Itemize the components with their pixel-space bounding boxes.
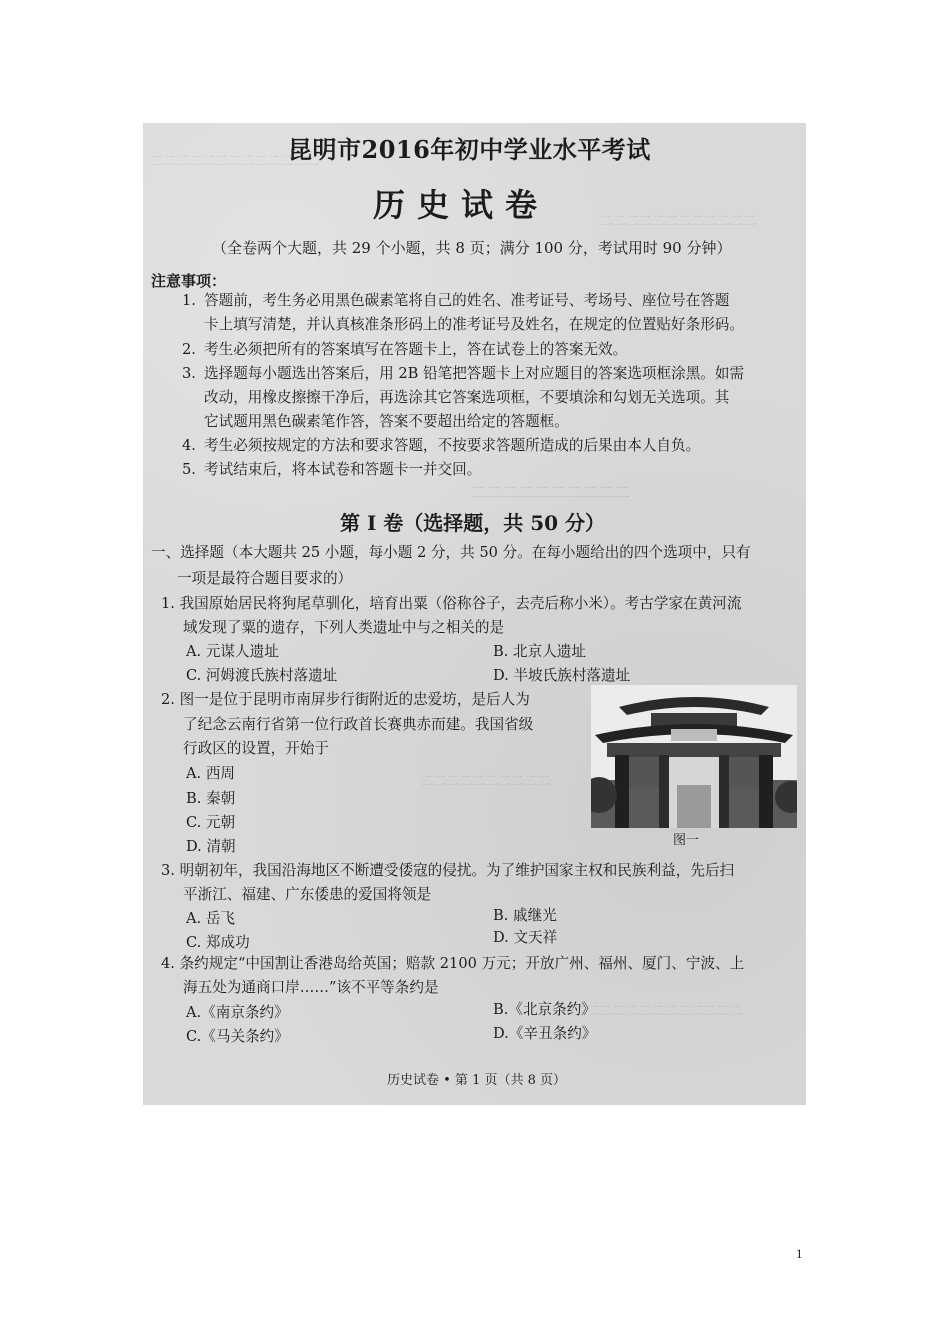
question-1-option-a: A. 元谋人遗址 bbox=[186, 643, 279, 660]
note-item-3-cont: 改动，用橡皮擦擦干净后，再选涂其它答案选项框，不要填涂和勾划无关选项。其 bbox=[204, 389, 730, 406]
question-3-option-c: C. 郑成功 bbox=[186, 934, 250, 951]
question-2-option-c: C. 元朝 bbox=[186, 814, 236, 831]
note-item-1: 1. 答题前，考生务必用黑色碳素笔将自己的姓名、准考证号、考场号、座位号在答题 bbox=[182, 292, 730, 309]
question-4-stem-cont: 海五处为通商口岸……”该不平等条约是 bbox=[183, 979, 439, 996]
question-2-stem: 2. 图一是位于昆明市南屏步行街附近的忠爱坊，是后人为 bbox=[161, 691, 530, 708]
question-1-option-c: C. 河姆渡氏族村落遗址 bbox=[186, 667, 338, 684]
note-item-2: 2. 考生必须把所有的答案填写在答题卡上，答在试卷上的答案无效。 bbox=[182, 341, 628, 358]
question-4-option-b: B.《北京条约》 bbox=[493, 1001, 596, 1018]
question-2-option-a: A. 西周 bbox=[186, 765, 236, 782]
section-title: 第 I 卷（选择题，共 50 分） bbox=[340, 511, 606, 535]
bleed-through-text: 二二二二二二二二二二二二 bbox=[600, 214, 757, 229]
question-1-stem-cont: 域发现了粟的遗存，下列人类遗址中与之相关的是 bbox=[183, 619, 505, 636]
note-item-5: 5. 考试结束后，将本试卷和答题卡一并交回。 bbox=[182, 461, 482, 478]
section-instruction-cont: 一项是最符合题目要求的） bbox=[177, 570, 353, 587]
figure-caption: 图一 bbox=[673, 833, 700, 848]
note-item-3-cont: 它试题用黑色碳素笔作答，答案不要超出给定的答题框。 bbox=[204, 413, 569, 430]
question-1-option-b: B. 北京人遗址 bbox=[493, 643, 586, 660]
question-4-option-d: D.《辛丑条约》 bbox=[493, 1025, 597, 1042]
archway-illustration bbox=[591, 685, 797, 828]
exam-info: （全卷两个大题，共 29 个小题，共 8 页；满分 100 分，考试用时 90 分钟） bbox=[212, 239, 732, 257]
question-4-option-c: C.《马关条约》 bbox=[186, 1028, 289, 1045]
subject-title: 历史试卷 bbox=[373, 186, 550, 224]
note-item-4: 4. 考生必须按规定的方法和要求答题，不按要求答题所造成的后果由本人自负。 bbox=[182, 437, 701, 454]
question-3-option-b: B. 戚继光 bbox=[493, 907, 557, 924]
exam-footer: 历史试卷 • 第 1 页（共 8 页） bbox=[387, 1073, 567, 1088]
question-4-stem: 4. 条约规定“中国割让香港岛给英国；赔款 2100 万元；开放广州、福州、厦门、宁波、上 bbox=[161, 955, 745, 972]
bleed-through-text: 二二二二二二二二二二二二二二 bbox=[560, 1004, 743, 1019]
question-2-option-b: B. 秦朝 bbox=[186, 790, 236, 807]
note-item-1-cont: 卡上填写清楚，并认真核准条形码上的准考证号及姓名，在规定的位置贴好条形码。 bbox=[204, 316, 744, 333]
exam-title: 昆明市2016年初中学业水平考试 bbox=[288, 135, 651, 164]
memorial-archway-photo bbox=[591, 685, 797, 828]
note-item-3: 3. 选择题每小题选出答案后，用 2B 铅笔把答题卡上对应题目的答案选项框涂黑。如需 bbox=[182, 365, 745, 382]
question-1-stem: 1. 我国原始居民将狗尾草驯化，培育出粟（俗称谷子，去壳后称小米）。考古学家在黄河流 bbox=[161, 595, 742, 612]
question-2-option-d: D. 清朝 bbox=[186, 838, 236, 855]
page-number: 1 bbox=[796, 1246, 803, 1261]
bleed-through-text: 二二二二二二二二二二 bbox=[420, 774, 551, 789]
question-2-stem-cont: 了纪念云南行省第一位行政首长赛典赤而建。我国省级 bbox=[183, 716, 534, 733]
bleed-through-text: 二二二二二二二二二二 bbox=[470, 483, 631, 502]
question-4-option-a: A.《南京条约》 bbox=[186, 1004, 289, 1021]
question-3-stem-cont: 平浙江、福建、广东倭患的爱国将领是 bbox=[183, 886, 432, 903]
notes-heading: 注意事项： bbox=[151, 272, 227, 290]
section-instruction: 一、选择题（本大题共 25 小题，每小题 2 分，共 50 分。在每小题给出的四个选项中，只有 bbox=[151, 544, 751, 561]
question-3-option-a: A. 岳飞 bbox=[186, 910, 236, 927]
bleed-through-text: 二二二二二二二二二二二二二 bbox=[150, 154, 320, 169]
question-1-option-d: D. 半坡氏族村落遗址 bbox=[493, 667, 631, 684]
question-3-stem: 3. 明朝初年，我国沿海地区不断遭受倭寇的侵扰。为了维护国家主权和民族利益，先后扫 bbox=[161, 862, 735, 879]
question-3-option-d: D. 文天祥 bbox=[493, 929, 558, 946]
question-2-stem-cont: 行政区的设置，开始于 bbox=[183, 740, 329, 757]
